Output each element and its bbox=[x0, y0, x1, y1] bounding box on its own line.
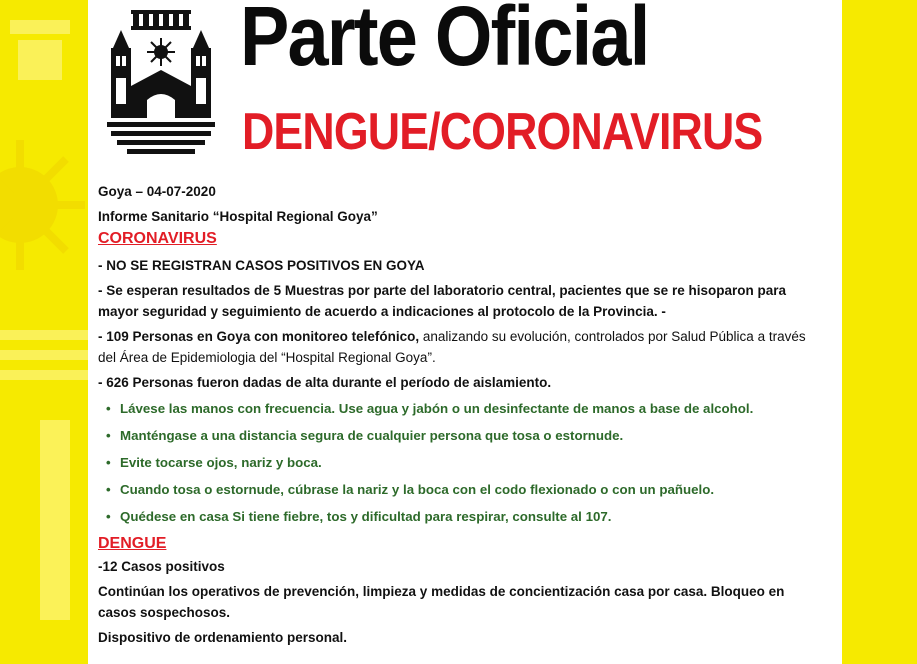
dengue-device: Dispositivo de ordenamiento personal. bbox=[98, 630, 348, 645]
monitoring-detail: analizando su evolución, controlados por Salud Pública a través del Área de Epidemiologia del “Hospital Regional Goya”. bbox=[98, 329, 806, 365]
report-place-date: Goya – 04-07-2020 bbox=[98, 184, 216, 199]
city-hall-emblem-icon bbox=[105, 8, 217, 156]
prevention-tip: • Cuando tosa o estornude, cúbrase la nariz y la boca con el codo flexionado o con un pañuelo. bbox=[98, 476, 818, 503]
report-source: Informe Sanitario “Hospital Regional Goya” bbox=[98, 209, 378, 224]
coronavirus-no-cases: - NO SE REGISTRAN CASOS POSITIVOS EN GOYA bbox=[98, 258, 425, 273]
monitoring-count: - 109 Personas en Goya con monitoreo telefónico, bbox=[98, 329, 420, 344]
dengue-heading: DENGUE bbox=[98, 535, 167, 552]
dengue-cases: -12 Casos positivos bbox=[98, 559, 225, 574]
dengue-operations: Continúan los operativos de prevención, limpieza y medidas de concientización casa por casa. Bloqueo en casos sospechosos. bbox=[98, 584, 785, 620]
prevention-tip: • Lávese las manos con frecuencia. Use agua y jabón o un desinfectante de manos a base de alcohol. bbox=[98, 395, 818, 422]
prevention-tip: • Manténgase a una distancia segura de cualquier persona que tosa o estornude. bbox=[98, 422, 818, 449]
prevention-tip: • Evite tocarse ojos, nariz y boca. bbox=[98, 449, 818, 476]
prevention-tips-list bbox=[98, 395, 818, 530]
coronavirus-monitoring bbox=[98, 326, 818, 368]
report-body bbox=[98, 181, 818, 648]
coronavirus-pending-samples: - Se esperan resultados de 5 Muestras por parte del laboratorio central, pacientes que se re hisoparon para mayor seguridad y seguimiento de acuerdo a indicaciones al protocolo de la Provincia. - bbox=[98, 283, 786, 319]
prevention-tip: • Quédese en casa Si tiene fiebre, tos y dificultad para respirar, consulte al 107. bbox=[98, 503, 818, 530]
right-yellow-band bbox=[842, 0, 917, 664]
sun-emblem-watermark bbox=[0, 0, 88, 664]
left-yellow-band bbox=[0, 0, 88, 664]
page-subtitle: DENGUE/CORONAVIRUS bbox=[242, 103, 763, 161]
coronavirus-discharged: - 626 Personas fueron dadas de alta durante el período de aislamiento. bbox=[98, 375, 552, 390]
coronavirus-heading: CORONAVIRUS bbox=[98, 230, 217, 247]
page-title: Parte Oficial bbox=[240, 0, 649, 83]
